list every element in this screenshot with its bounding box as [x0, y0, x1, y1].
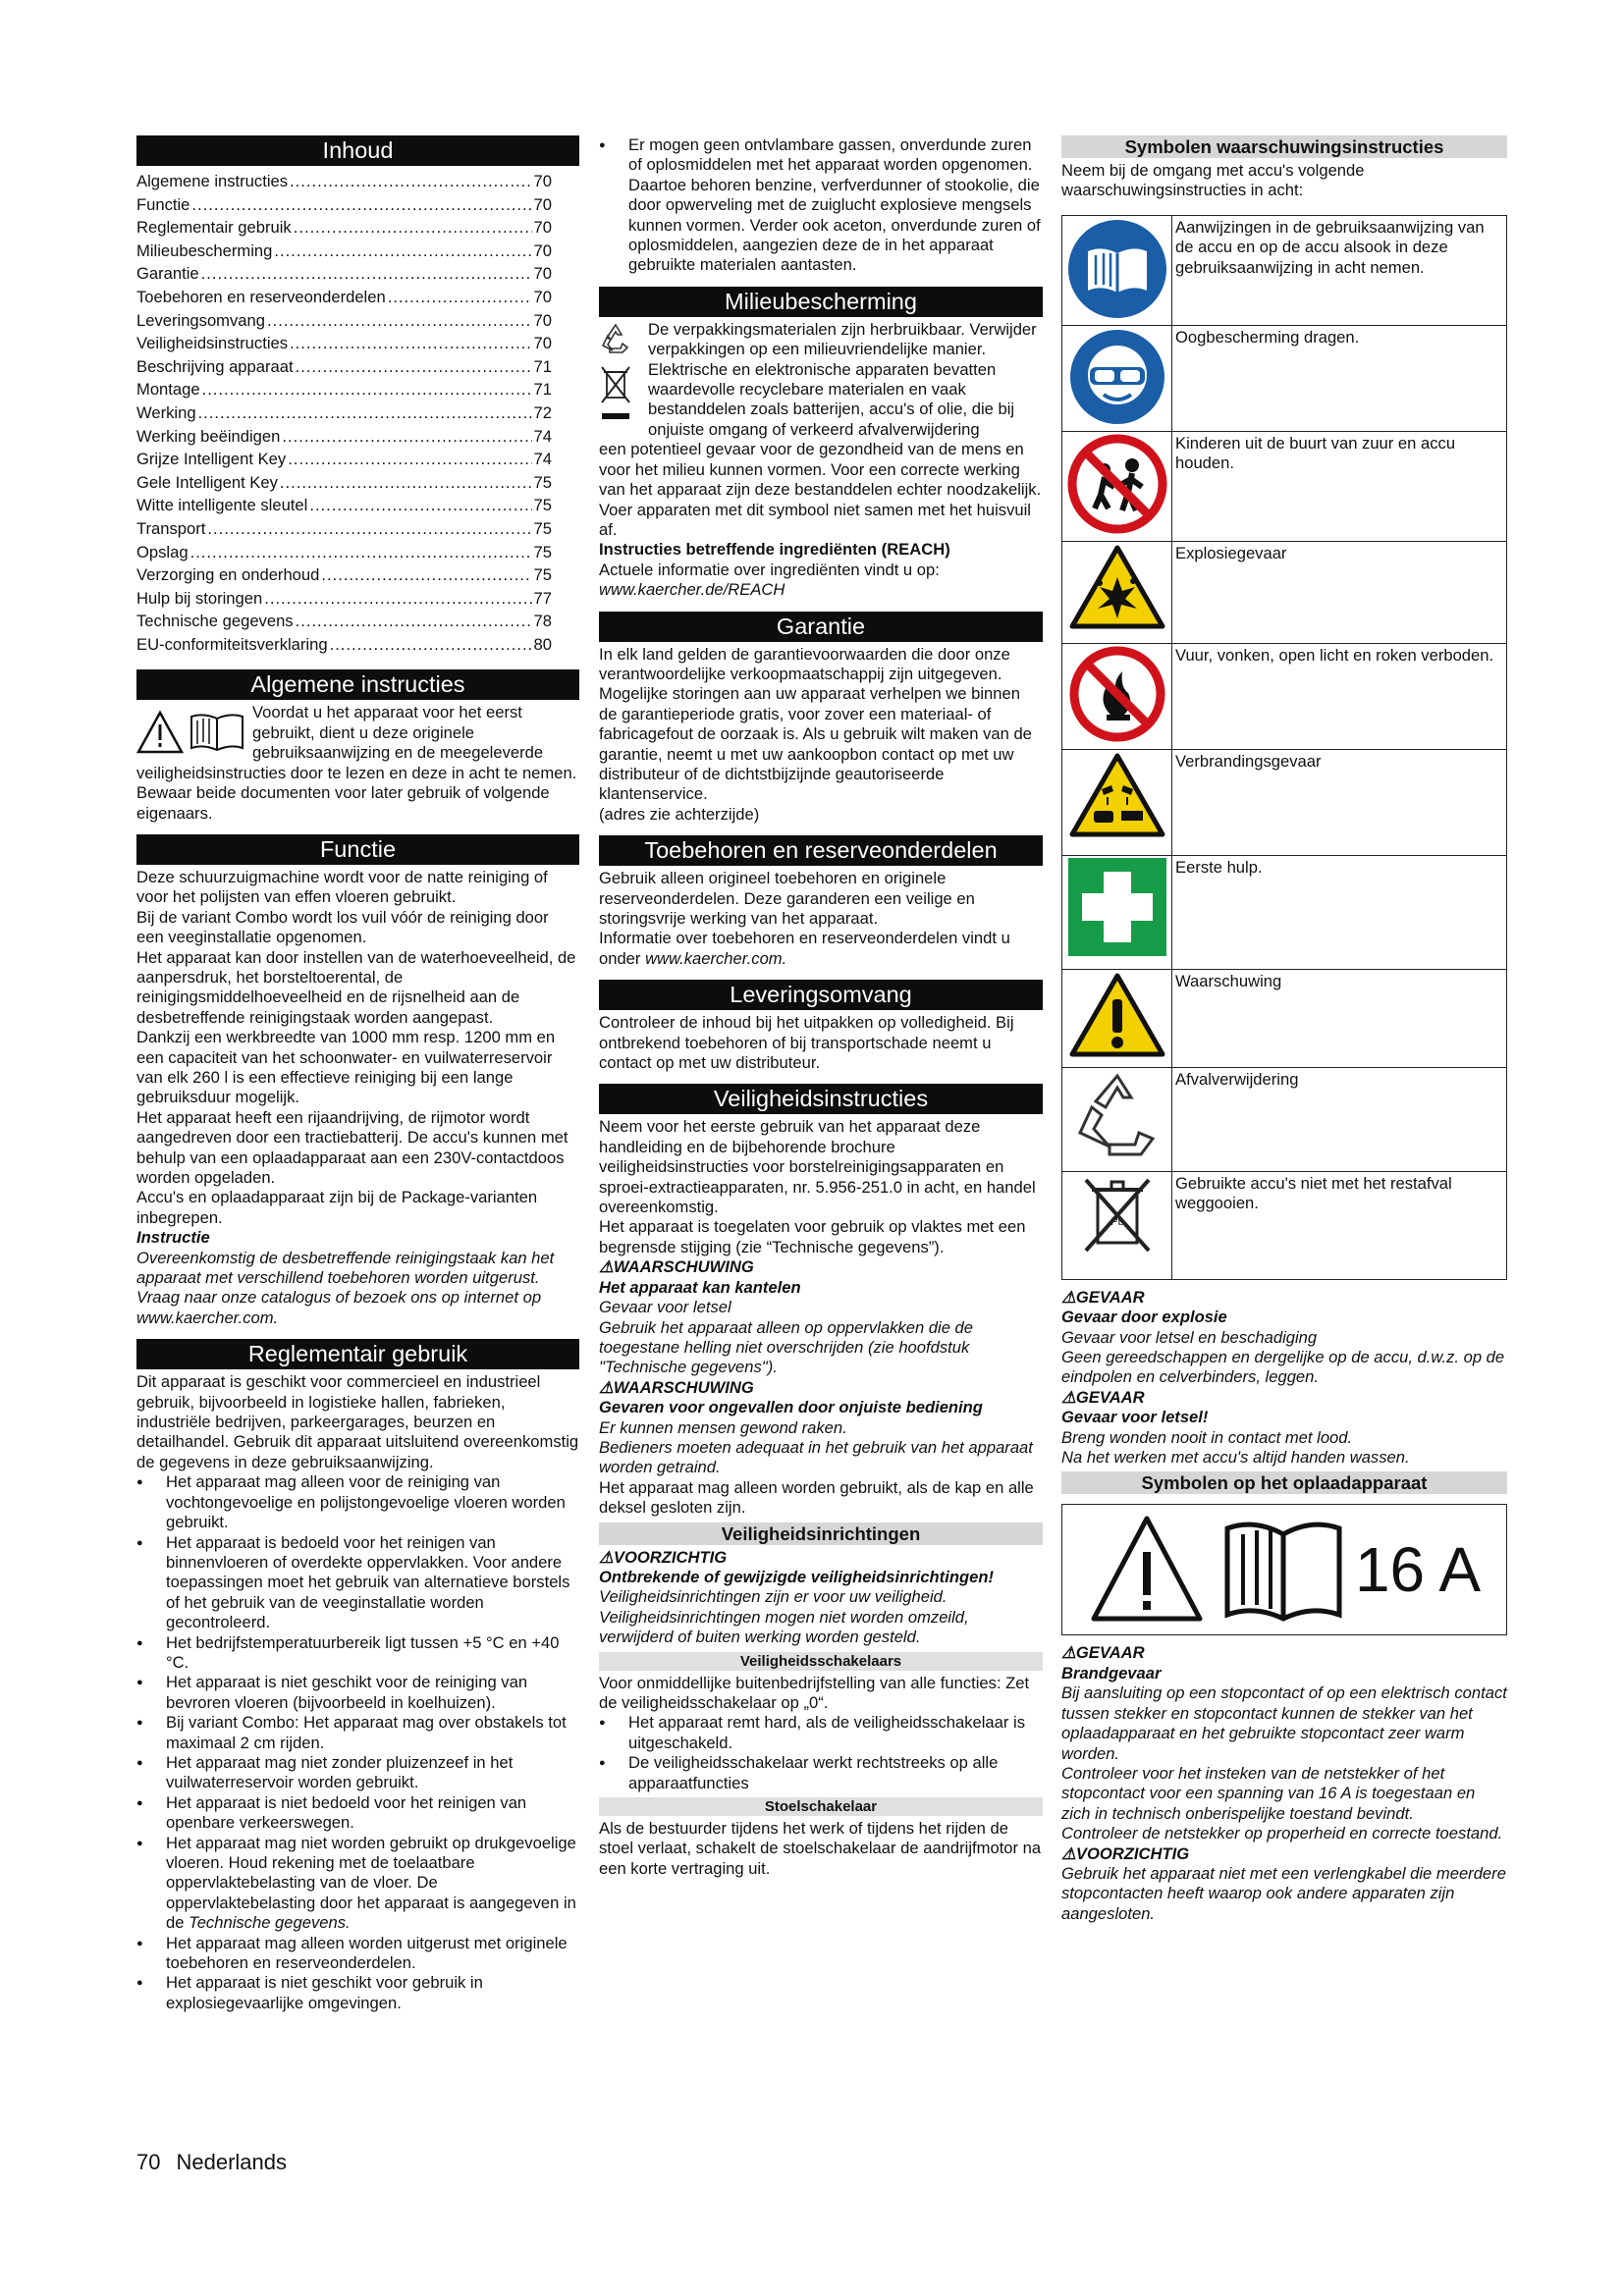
toc-entry[interactable]	[136, 541, 579, 564]
toc-entry-page: 77	[533, 588, 552, 608]
warning-triangle-icon: ⚠	[1061, 1843, 1076, 1863]
manual-icon	[1062, 215, 1172, 325]
page-number: 70	[136, 2150, 161, 2174]
first-aid-icon	[1062, 855, 1172, 969]
corrosive-icon	[1062, 749, 1172, 855]
toc-leader	[330, 633, 532, 657]
toc-entry-page: 71	[533, 356, 552, 376]
toc-entry[interactable]	[136, 587, 579, 611]
toc-title: Inhoud	[136, 135, 579, 166]
caution-label: ⚠VOORZICHTIG	[1061, 1843, 1190, 1863]
toc-entry[interactable]	[136, 216, 579, 240]
toc-entry[interactable]	[136, 563, 579, 587]
toc-leader	[294, 216, 532, 240]
toc-leader	[288, 448, 531, 471]
garantie-addr: (adres zie achterzijde)	[599, 804, 760, 824]
subsection-title-symbolen: Symbolen waarschuwingsinstructies	[1061, 135, 1507, 158]
functie-p6: Accu's en oplaadapparaat zijn bij de Package-varianten inbegrepen.	[136, 1188, 538, 1227]
toc-entry-page: 70	[533, 264, 552, 284]
garantie-p: In elk land gelden de garantievoorwaarden die door onze verantwoordelijke verkoopmaatschappij zijn uitgegeven. Mogelijke storingen aan uw apparaat verhelpen we binnen de garantieperiode gratis, voor zover een materiaal- of fabricagefout de oorzaak is. Als u gebruik wilt maken van de garantie, neemt u met uw aankoopbon contact op met uw distributeur of de dichtstbijzijnde geautoriseerde klantenservice.	[599, 644, 1032, 804]
warning-title: Het apparaat kan kantelen	[599, 1277, 801, 1297]
toc-leader	[190, 541, 532, 564]
functie-p1: Deze schuurzuigmachine wordt voor de natte reiniging of voor het polijsten van effen vloeren gebruikt.	[136, 867, 548, 907]
section-title-toebehoren: Toebehoren en reserveonderdelen	[599, 835, 1043, 866]
svg-text:Pb: Pb	[1110, 1215, 1124, 1228]
toc-entry[interactable]	[136, 170, 579, 193]
toc-leader	[202, 378, 532, 401]
toc-entry-label: Functie	[136, 194, 190, 214]
danger-title: Gevaar door explosie	[1061, 1308, 1227, 1327]
table-row: Waarschuwing	[1062, 969, 1507, 1067]
toc-entry-page: 75	[533, 472, 552, 492]
warning-icon	[1062, 969, 1172, 1067]
toc-entry[interactable]	[136, 494, 579, 517]
danger-text: Bij aansluiting op een stopcontact of op een elektrisch contact tussen stekker en stopcontact kunnen de stekker van het oplaadapparaat en het gebruikte stopcontact zeer warm worden.	[1061, 1683, 1507, 1763]
toc-leader	[290, 332, 531, 355]
danger-text: Geen gereedschappen en dergelijke op de accu, d.w.z. op de eindpolen en celverbinders, leggen.	[1061, 1348, 1505, 1387]
warning-sub: Er kunnen mensen gewond raken.	[599, 1417, 847, 1437]
schak-bullets	[599, 1713, 1043, 1793]
toc-entry-label: Opslag	[136, 542, 189, 561]
warning-label: ⚠WAARSCHUWING	[599, 1257, 754, 1277]
toc-leader	[321, 563, 531, 587]
toc-entry[interactable]	[136, 240, 579, 263]
subsection-title-stoel: Stoelschakelaar	[599, 1797, 1043, 1816]
functie-p3: Het apparaat kan door instellen van de waterhoeveelheid, de aanpersdruk, het borsteltoerental, de reinigingsmiddelhoeveelheid en de rijsnelheid aan de desbetreffende reinigingstaak worden aangepast.	[136, 947, 576, 1027]
gas-bullet	[599, 135, 1043, 276]
toc-entry[interactable]	[136, 448, 579, 471]
veilig-p2: Het apparaat is toegelaten voor gebruik op vlaktes met een begrensde stijging (zie “Technische gegevens”).	[599, 1217, 1026, 1256]
toc-entry-label: Verzorging en onderhoud	[136, 565, 320, 585]
subsection-title-oplaadapparaat: Symbolen op het oplaadapparaat	[1061, 1471, 1507, 1494]
toc-entry-page: 70	[533, 218, 552, 238]
warning-triangle-icon: ⚠	[1061, 1387, 1076, 1407]
no-fire-icon	[1062, 643, 1172, 749]
toc-entry-page: 70	[533, 334, 552, 353]
toebehoren-link[interactable]: www.kaercher.com.	[645, 948, 787, 968]
toc-leader	[296, 610, 532, 633]
toc-entry-label: Toebehoren en reserveonderdelen	[136, 287, 386, 306]
recycle-icon	[1062, 1067, 1172, 1171]
danger-text: Breng wonden nooit in contact met lood.	[1061, 1427, 1353, 1447]
schak-p: Voor onmiddellijke buitenbedrijfstelling van alle functies: Zet de veiligheidsschakelaar op „0“.	[599, 1673, 1030, 1712]
manual-icon	[1219, 1513, 1347, 1627]
danger-title: Brandgevaar	[1061, 1663, 1162, 1682]
functie-p5: Het apparaat heeft een rijaandrijving, de rijmotor wordt aangedreven door een tractiebatterij. De accu's kunnen met behulp van een oplaadapparaat aan een 230V-contactdoos worden opgeladen.	[136, 1107, 568, 1187]
goggles-icon	[1062, 325, 1172, 431]
toc-leader	[290, 170, 532, 193]
list-item: ● Het apparaat is niet geschikt voor de reiniging van bevroren vloeren (bijvoorbeeld in koelhuizen).	[136, 1673, 579, 1713]
toc-entry-label: Technische gegevens	[136, 612, 294, 631]
toc-entry-label: Werking	[136, 402, 196, 422]
toc-leader	[207, 517, 531, 541]
toc-entry-label: Witte intelligente sleutel	[136, 496, 308, 515]
toc-leader	[191, 193, 531, 217]
toc-entry-page: 74	[533, 450, 552, 469]
algemeen-intro-cont: veiligheidsinstructies door te lezen en deze in acht te nemen.	[136, 763, 577, 782]
toc-entry-page: 80	[533, 634, 552, 654]
danger-text: Gevaar voor letsel en beschadiging	[1061, 1327, 1318, 1347]
list-item: ● Het apparaat is niet bedoeld voor het reinigen van openbare verkeerswegen.	[136, 1793, 579, 1834]
warning-triangle-icon: ⚠	[599, 1377, 614, 1397]
table-row: Aanwijzingen in de gebruiksaanwijzing van de accu en op de accu alsook in deze gebruiksaanwijzing in acht nemen.	[1062, 215, 1507, 325]
milieu-bin-row	[599, 360, 1043, 441]
toc-entry[interactable]	[136, 610, 579, 633]
caution-text: Gebruik het apparaat niet met een verlengkabel die meerdere stopcontacten heeft waarop ook andere apparaten zijn aangesloten.	[1061, 1863, 1506, 1923]
section-title-milieu: Milieubescherming	[599, 287, 1043, 317]
warning-triangle-icon: ⚠	[599, 1257, 614, 1277]
toc-entry-label: Werking beëindigen	[136, 426, 281, 446]
stoel-p: Als de bestuurder tijdens het werk of tijdens het rijden de stoel verlaat, schakelt de stoelschakelaar de aandrijfmotor na een korte vertraging uit.	[599, 1819, 1042, 1878]
toc-entry-label: EU-conformiteitsverklaring	[136, 634, 328, 654]
warning-text: Gebruik het apparaat alleen op oppervlakken die de toegestane helling niet overschrijden (zie hoofdstuk "Technische gegevens").	[599, 1317, 973, 1377]
warning-text: Bedieners moeten adequaat in het gebruik van het apparaat worden getraind.	[599, 1437, 1033, 1477]
toc-entry-page: 72	[533, 402, 552, 422]
packaging-recycle-icon	[599, 320, 648, 355]
no-children-icon	[1062, 431, 1172, 541]
footer-language: Nederlands	[176, 2150, 287, 2174]
toc-entry-page: 71	[533, 380, 552, 400]
toc-entry-page: 70	[533, 310, 552, 330]
warning-title: Gevaren voor ongevallen door onjuiste bediening	[599, 1398, 983, 1417]
toebehoren-p2: Informatie over toebehoren en reserveonderdelen vindt u onder www.kaercher.com.	[599, 929, 1010, 968]
toc-entry-label: Beschrijving apparaat	[136, 356, 294, 376]
list-item: ● Het apparaat is bedoeld voor het reinigen van binnenvloeren of overdekte oppervlakken. Voor andere toepassingen moet het gebruik van alternatieve borstels of het gebruik van de veeginstallatie worden gecontroleerd.	[136, 1533, 579, 1633]
veilig-p1: Neem voor het eerste gebruik van het apparaat deze handleiding en de bijbehorende brochure veiligheidsinstructies voor borstelreinigingsapparaten en sproei-extractieapparaten, nr. 5.956-251.0 in acht, en handel overeenkomstig.	[599, 1117, 1036, 1217]
reach-link[interactable]: www.kaercher.de/REACH	[599, 580, 785, 600]
section-title-functie: Functie	[136, 834, 579, 865]
reach-title: Instructies betreffende ingrediënten (REACH)	[599, 540, 950, 560]
warning-sub: Gevaar voor letsel	[599, 1298, 731, 1317]
toc-entry-page: 75	[533, 496, 552, 515]
warning-triangle-icon: ⚠	[599, 1547, 614, 1567]
danger-label: ⚠GEVAAR	[1061, 1643, 1145, 1663]
toc-leader	[201, 262, 532, 286]
warning-label: ⚠WAARSCHUWING	[599, 1377, 754, 1397]
crossed-bin-icon	[599, 360, 648, 425]
table-row: Eerste hulp.	[1062, 855, 1507, 969]
toc-entry[interactable]	[136, 633, 579, 657]
list-item: ● Het apparaat mag niet worden gebruikt op drukgevoelige vloeren. Houd rekening met de toelaatbare oppervlaktebelasting van de vloer. De oppervlaktebelasting door het apparaat is aangegeven in de Technische gegevens.	[136, 1834, 579, 1934]
page-footer	[136, 2150, 302, 2174]
section-title-garantie: Garantie	[599, 612, 1043, 642]
toc-entry-label: Garantie	[136, 264, 199, 284]
toc-entry[interactable]	[136, 309, 579, 333]
toebehoren-p1: Gebruik alleen origineel toebehoren en originele reserveonderdelen. Deze garanderen een veilige en storingsvrije werking van het apparaat.	[599, 869, 975, 928]
toc-entry[interactable]	[136, 286, 579, 309]
table-row: Pb Gebruikte accu's niet met het restafval weggooien.	[1062, 1171, 1507, 1279]
toc-leader	[264, 587, 531, 611]
column-right	[1061, 135, 1507, 1924]
milieu-p1: De verpakkingsmaterialen zijn herbruikbaar. Verwijder verpakkingen op een milieuvriendelijke manier.	[648, 319, 1037, 359]
toc-entry-page: 70	[533, 194, 552, 214]
toc-entry-label: Algemene instructies	[136, 172, 289, 190]
subsection-title-inrichtingen: Veiligheidsinrichtingen	[599, 1522, 1043, 1545]
functie-p2: Bij de variant Combo wordt los vuil vóór de reiniging door een veeginstallatie opgenomen.	[136, 907, 549, 947]
toc-entry-page: 78	[533, 612, 552, 631]
warning-triangle-icon: ⚠	[1061, 1287, 1076, 1307]
table-row: Verbrandingsgevaar	[1062, 749, 1507, 855]
list-item: ● Het bedrijfstemperatuurbereik ligt tussen +5 °C en +40 °C.	[136, 1633, 579, 1674]
section-title-veilig: Veiligheidsinstructies	[599, 1084, 1043, 1114]
danger-title: Gevaar voor letsel!	[1061, 1408, 1209, 1427]
danger-label: ⚠GEVAAR	[1061, 1287, 1145, 1307]
list-item: ● Het apparaat mag alleen voor de reiniging van vochtongevoelige en polijstongevoelige vloeren worden gebruikt.	[136, 1472, 579, 1532]
toc-entry[interactable]	[136, 471, 579, 495]
toc-leader	[274, 240, 531, 263]
column-left	[136, 135, 579, 2013]
toc-entry[interactable]	[136, 425, 579, 449]
toc-entry-page: 74	[533, 426, 552, 446]
toc-leader	[198, 401, 532, 425]
toc-entry[interactable]	[136, 517, 579, 541]
levering-p: Controleer de inhoud bij het uitpakken op volledigheid. Bij ontbrekend toebehoren of bij transportschade neemt u contact op met uw distributeur.	[599, 1013, 1014, 1073]
warning-triangle-icon	[1088, 1513, 1206, 1627]
toc-entry-page: 70	[533, 240, 552, 260]
toc-entry-label: Gele Intelligent Key	[136, 472, 278, 492]
toc-entry[interactable]	[136, 262, 579, 286]
toc-leader	[280, 471, 532, 495]
functie-p4: Dankzij een werkbreedte van 1000 mm resp. 1200 mm en een capaciteit van het schoonwater- en vuilwaterreservoir van elk 260 l is een effectieve reiniging bij een lange gebruiksduur mogelijk.	[136, 1028, 556, 1107]
toc-leader	[296, 355, 532, 379]
section-title-reglementair: Reglementair gebruik	[136, 1339, 579, 1369]
charger-amperage: 16 A	[1354, 1534, 1482, 1606]
algemeen-intro-text: Voordat u het apparaat voor het eerst gebruikt, dient u deze originele gebruiksaanwijzing en de meegeleverde	[252, 703, 544, 763]
caution-text: Veiligheidsinrichtingen zijn er voor uw veiligheid. Veiligheidsinrichtingen mogen niet worden omzeild, verwijderd of buiten werking worden gesteld.	[599, 1587, 969, 1647]
list-item: ● De veiligheidsschakelaar werkt rechtstreeks op alle apparaatfuncties	[599, 1753, 1043, 1793]
list-item: ● Er mogen geen ontvlambare gassen, onverdunde zuren of oplosmiddelen met het apparaat worden opgenomen. Daartoe behoren benzine, verfverdunner of stookolie, die door opwerveling met de zuiglucht explosieve mengsels kunnen vormen. Verder ook aceton, onverdunde zuren of oplosmiddelen, aangezien deze de in het apparaat gebruikte materialen aantasten.	[599, 135, 1043, 276]
explosion-icon	[1062, 541, 1172, 643]
danger-label: ⚠GEVAAR	[1061, 1387, 1145, 1407]
milieu-p2: Elektrische en elektronische apparaten bevatten waardevolle recyclebare materialen en vaak bestanddelen zoals batterijen, accu's of olie, die bij onjuiste omgang of verkeerd afvalverwijdering	[648, 359, 1015, 439]
toc-entry-label: Transport	[136, 518, 206, 538]
table-row: Kinderen uit de buurt van zuur en accu houden.	[1062, 431, 1507, 541]
toc-entry-label: Reglementair gebruik	[136, 218, 292, 238]
caution-title: Ontbrekende of gewijzigde veiligheidsinrichtingen!	[599, 1567, 994, 1586]
list-item: ● Het apparaat remt hard, als de veiligheidsschakelaar is uitgeschakeld.	[599, 1713, 1043, 1753]
section-title-algemeen: Algemene instructies	[136, 669, 579, 700]
toc-leader	[267, 309, 532, 333]
warning-manual-icons	[136, 703, 252, 763]
crossed-bin-icon	[1062, 1171, 1172, 1279]
table-row: Afvalverwijdering	[1062, 1067, 1507, 1171]
danger-text: Controleer voor het insteken van de netstekker of het stopcontact voor een spanning van 16 A is toegestaan en zich in technisch onberispelijke toestand bevindt.	[1061, 1763, 1476, 1823]
milieu-p2-cont: een potentieel gevaar voor de gezondheid van de mens en voor het milieu kunnen vormen. Voor een correcte werking van het apparaat zijn deze bestanddelen echter noodzakelijk. Voer apparaten met dit symbool niet samen met het huisvuil af.	[599, 440, 1042, 539]
functie-note-title: Instructie	[136, 1228, 210, 1248]
toc-leader	[282, 425, 531, 449]
reach-text: Actuele informatie over ingrediënten vindt u op:	[599, 560, 940, 579]
list-item: ● Het apparaat is niet geschikt voor gebruik in explosiegevaarlijke omgevingen.	[136, 1973, 579, 2013]
toc-entry[interactable]	[136, 193, 579, 217]
toc-entry-label: Milieubescherming	[136, 240, 273, 260]
symbol-table	[1061, 215, 1507, 1280]
column-middle	[599, 135, 1043, 1879]
list-item: ● Het apparaat mag niet zonder pluizenzeef in het vuilwaterreservoir worden gebruikt.	[136, 1753, 579, 1793]
reglementair-bullets	[136, 1472, 579, 2013]
danger-text: Na het werken met accu's altijd handen wassen.	[1061, 1448, 1410, 1468]
list-item: ● Het apparaat mag alleen worden uitgerust met originele toebehoren en reserveonderdelen.	[136, 1934, 579, 1974]
table-row: Vuur, vonken, open licht en roken verboden.	[1062, 643, 1507, 749]
sym-intro: Neem bij de omgang met accu's volgende waarschuwingsinstructies in acht:	[1061, 161, 1365, 200]
toc-entry[interactable]	[136, 332, 579, 355]
toc-entry-label: Leveringsomvang	[136, 310, 265, 330]
toc-entry-label: Grijze Intelligent Key	[136, 450, 287, 469]
algemeen-intro	[136, 703, 579, 763]
algemeen-p2: Bewaar beide documenten voor later gebruik of volgende eigenaars.	[136, 783, 550, 823]
list-item: ● Bij variant Combo: Het apparaat mag over obstakels tot maximaal 2 cm rijden.	[136, 1713, 579, 1753]
functie-note-text: Overeenkomstig de desbetreffende reinigingstaak kan het apparaat met verschillend toebehoren worden uitgerust. Vraag naar onze catalogus of bezoek ons op internet op www.kaercher.com.	[136, 1248, 555, 1327]
warning-triangle-icon: ⚠	[1061, 1643, 1076, 1663]
toc-leader	[388, 286, 532, 309]
toc-entry[interactable]	[136, 378, 579, 401]
veilig-p3: Het apparaat mag alleen worden gebruikt, als de kap en alle deksel gesloten zijn.	[599, 1477, 1034, 1518]
section-title-levering: Leveringsomvang	[599, 980, 1043, 1010]
subsection-title-schakelaars: Veiligheidsschakelaars	[599, 1652, 1043, 1671]
toc-entry-page: 75	[533, 565, 552, 585]
reglementair-p1: Dit apparaat is geschikt voor commercieel en industrieel gebruik, bijvoorbeeld in logistieke hallen, fabrieken, industriële bedrijven, parkeergarages, beurzen en detailhandel. Gebruik dit apparaat uitsluitend overeenkomstig de gegevens in deze gebruiksaanwijzing.	[136, 1372, 579, 1471]
milieu-recycle-row	[599, 320, 1043, 360]
toc-entry-label: Veiligheidsinstructies	[136, 334, 289, 353]
table-row: Explosiegevaar	[1062, 541, 1507, 643]
toc-entry-label: Hulp bij storingen	[136, 588, 263, 608]
toc-leader	[309, 494, 531, 517]
table-of-contents	[136, 170, 579, 656]
toc-entry-label: Montage	[136, 380, 200, 400]
toc-entry-page: 75	[533, 542, 552, 561]
toc-entry[interactable]	[136, 355, 579, 379]
table-row: Oogbescherming dragen.	[1062, 325, 1507, 431]
danger-text: Controleer de netstekker op properheid en correcte toestand.	[1061, 1824, 1503, 1843]
toc-entry-page: 70	[533, 172, 552, 190]
caution-label: ⚠VOORZICHTIG	[599, 1547, 728, 1567]
toc-entry-page: 70	[533, 287, 552, 306]
toc-entry[interactable]	[136, 401, 579, 425]
charger-symbol-box	[1061, 1504, 1507, 1635]
toc-entry-page: 75	[533, 518, 552, 538]
